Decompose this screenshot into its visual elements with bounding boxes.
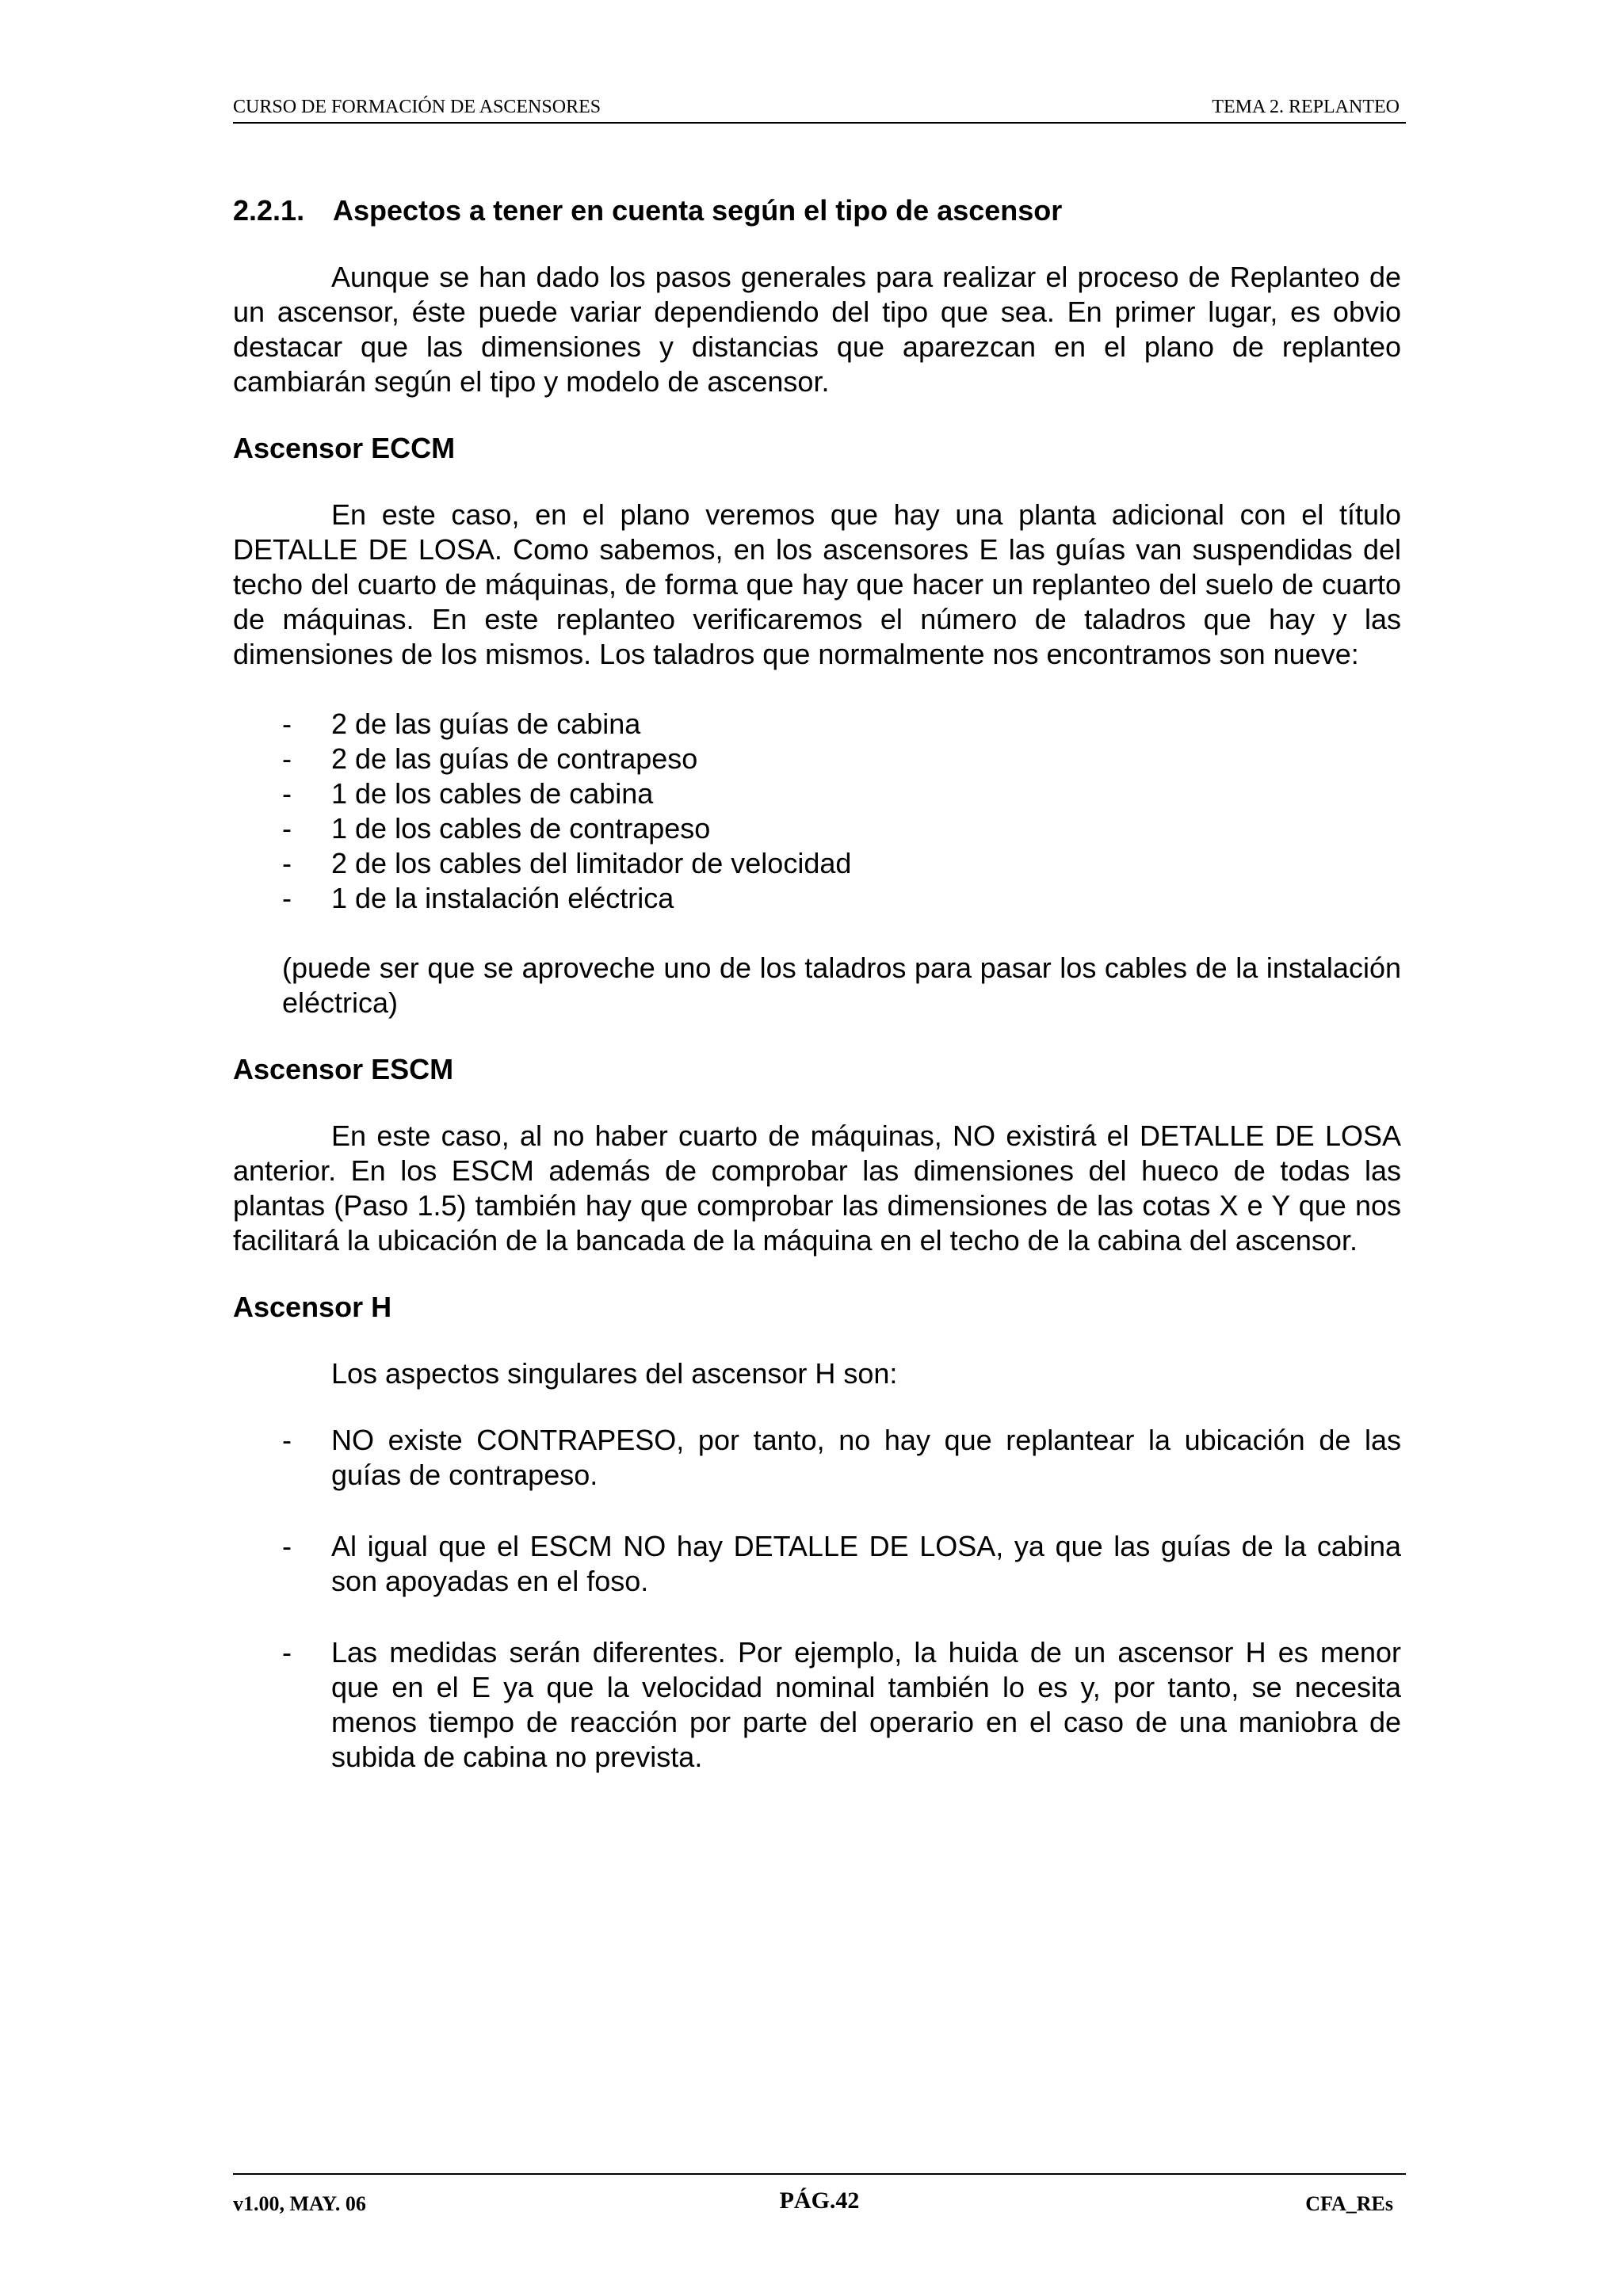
- h-aspects-list: [233, 1423, 1401, 1775]
- list-item: - NO existe CONTRAPESO, por tanto, no hay que replantear la ubicación de las guías de contrapeso.: [282, 1424, 1401, 1491]
- list-item: - 1 de la instalación eléctrica: [282, 882, 674, 914]
- page-header: [233, 92, 1406, 124]
- list-item: - 1 de los cables de contrapeso: [282, 812, 711, 845]
- list-item: - Al igual que el ESCM NO hay DETALLE DE LOSA, ya que las guías de la cabina son apoyadas en el foso.: [282, 1530, 1401, 1597]
- section-title: Aspectos a tener en cuenta según el tipo de ascensor: [333, 194, 1063, 227]
- footer-page-number: PÁG.42: [779, 2187, 860, 2214]
- section-heading: [233, 193, 1401, 228]
- eccm-note: (puede ser que se aproveche uno de los taladros para pasar los cables de la instalación eléctrica): [282, 952, 1401, 1019]
- page-body: [233, 193, 1401, 1775]
- header-course-title: CURSO DE FORMACIÓN DE ASCENSORES: [233, 97, 601, 117]
- intro-paragraph: Aunque se han dado los pasos generales para realizar el proceso de Replanteo de un ascensor, éste puede variar dependiendo del tipo que sea. En primer lugar, es obvio destacar que las dimensiones y distancias que aparezcan en el plano de replanteo cambiarán según el tipo y modelo de ascensor.: [233, 261, 1401, 398]
- list-item: - 1 de los cables de cabina: [282, 777, 654, 810]
- header-chapter: TEMA 2. REPLANTEO: [1212, 97, 1400, 117]
- list-item: - 2 de las guías de contrapeso: [282, 742, 698, 775]
- list-item: - 2 de las guías de cabina: [282, 707, 641, 740]
- footer-version: v1.00, MAY. 06: [233, 2192, 366, 2215]
- eccm-drill-list: [233, 707, 1401, 916]
- eccm-heading: Ascensor ECCM: [233, 432, 456, 464]
- escm-heading: Ascensor ESCM: [233, 1053, 454, 1085]
- section-number: 2.2.1.: [233, 194, 305, 227]
- footer-doc-code: CFA_REs: [1305, 2192, 1393, 2215]
- list-item: - Las medidas serán diferentes. Por ejemplo, la huida de un ascensor H es menor que en el E ya que la velocidad nominal también lo es y, por tanto, se necesita menos tiempo de reacción por parte del operario en el caso de una maniobra de subida de cabina no prevista.: [282, 1636, 1401, 1773]
- eccm-paragraph: En este caso, en el plano veremos que hay una planta adicional con el título DETALLE DE LOSA. Como sabemos, en los ascensores E las guías van suspendidas del techo del cuarto de máquinas, de forma que hay que hacer un replanteo del suelo de cuarto de máquinas. En este replanteo verificaremos el número de taladros que hay y las dimensiones de los mismos. Los taladros que normalmente nos encontramos son nueve:: [233, 498, 1401, 670]
- h-heading: Ascensor H: [233, 1291, 392, 1323]
- escm-paragraph: En este caso, al no haber cuarto de máquinas, NO existirá el DETALLE DE LOSA anterior. En los ESCM además de comprobar las dimensiones del hueco de todas las plantas (Paso 1.5) también hay que comprobar las dimensiones de las cotas X e Y que nos facilitará la ubicación de la bancada de la máquina en el techo de la cabina del ascensor.: [233, 1119, 1401, 1257]
- list-item: - 2 de los cables del limitador de velocidad: [282, 847, 852, 879]
- h-paragraph: Los aspectos singulares del ascensor H son:: [331, 1357, 898, 1390]
- page-footer: [233, 2173, 1406, 2222]
